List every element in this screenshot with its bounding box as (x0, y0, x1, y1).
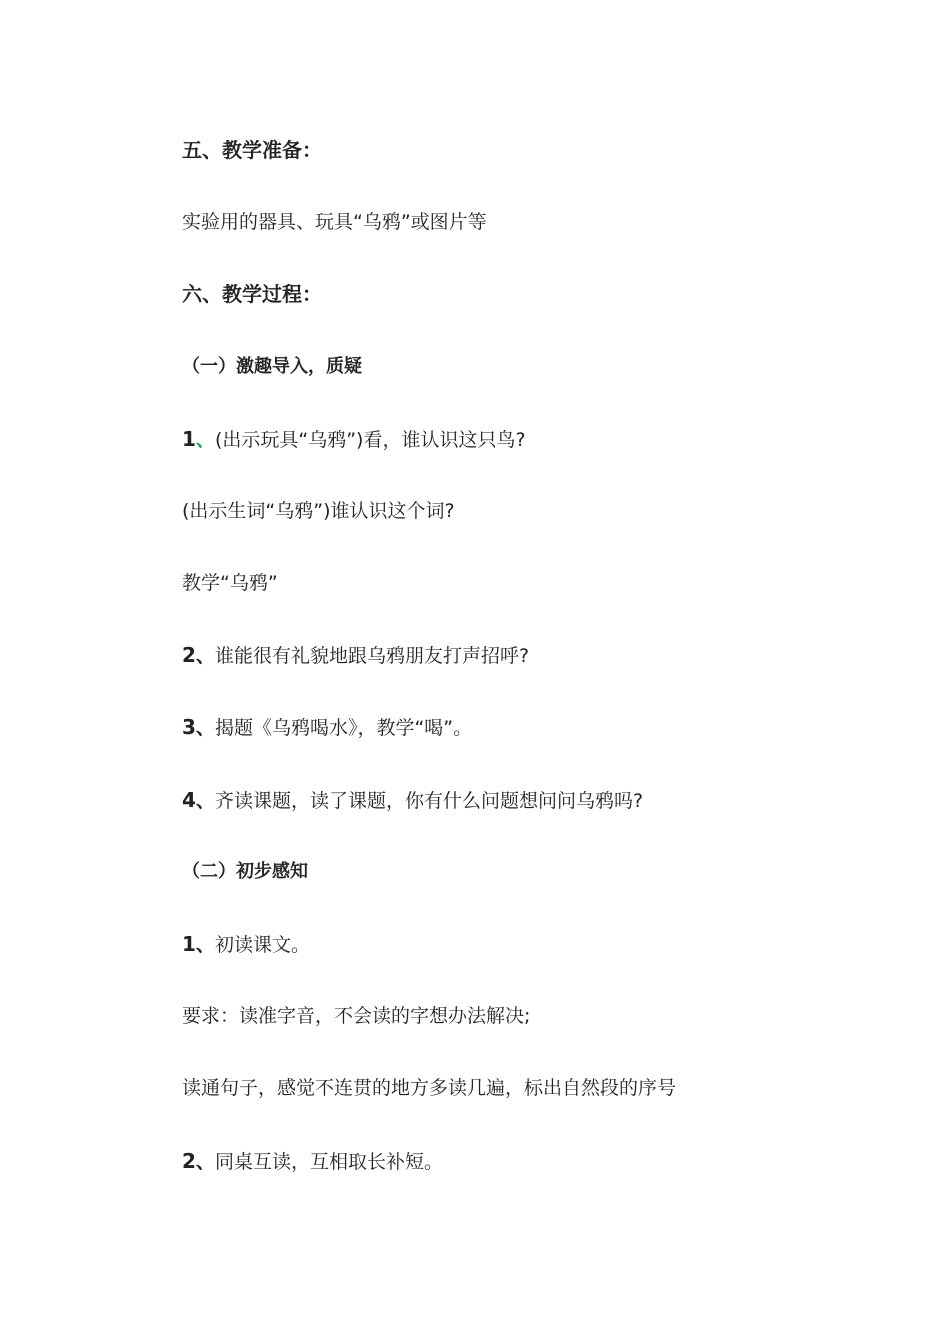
item-text: 谁能很有礼貌地跟乌鸦朋友打声招呼? (214, 645, 530, 667)
part1-item-2 (182, 642, 529, 669)
item-number: 2 (182, 643, 196, 667)
item-number: 1 (182, 932, 196, 956)
item-number: 1 (182, 427, 196, 451)
item-separator: 、 (195, 717, 215, 739)
part2-item-1c: 读通句子，感觉不连贯的地方多读几遍，标出自然段的序号 (182, 1077, 677, 1099)
part2-item-1 (182, 931, 310, 958)
item-text: 揭题《乌鸦喝水》，教学“喝”。 (214, 717, 473, 739)
item-separator: 、 (195, 645, 215, 667)
part1-item-3 (182, 714, 472, 741)
section5-text: 实验用的器具、玩具“乌鸦”或图片等 (182, 211, 487, 233)
item-text: 齐读课题，读了课题，你有什么问题想问问乌鸦吗? (214, 790, 644, 812)
part2-heading: （二）初步感知 (182, 861, 308, 882)
item-separator: 、 (195, 934, 215, 956)
section5-heading: 五、教学准备： (182, 138, 322, 162)
item-number: 3 (182, 715, 196, 739)
item-text: 同桌互读，互相取长补短。 (214, 1151, 443, 1173)
item-separator: 、 (195, 790, 215, 812)
item-text: (出示玩具“乌鸦”)看，谁认识这只鸟? (214, 429, 526, 451)
item-separator: 、 (195, 1151, 215, 1173)
section6-heading: 六、教学过程： (182, 282, 322, 306)
part1-item-4 (182, 787, 643, 814)
item-number: 4 (182, 788, 196, 812)
part1-item-1c: 教学“乌鸦” (182, 572, 278, 594)
part2-item-1b: 要求：读准字音，不会读的字想办法解决; (182, 1005, 531, 1027)
item-number: 2 (182, 1149, 196, 1173)
part1-heading: （一）激趣导入，质疑 (182, 356, 362, 377)
item-separator: 、 (195, 429, 215, 451)
part1-item-1b: (出示生词“乌鸦”)谁认识这个词? (182, 500, 455, 522)
part1-item-1 (182, 426, 526, 453)
part2-item-2 (182, 1148, 443, 1175)
item-text: 初读课文。 (214, 934, 310, 956)
